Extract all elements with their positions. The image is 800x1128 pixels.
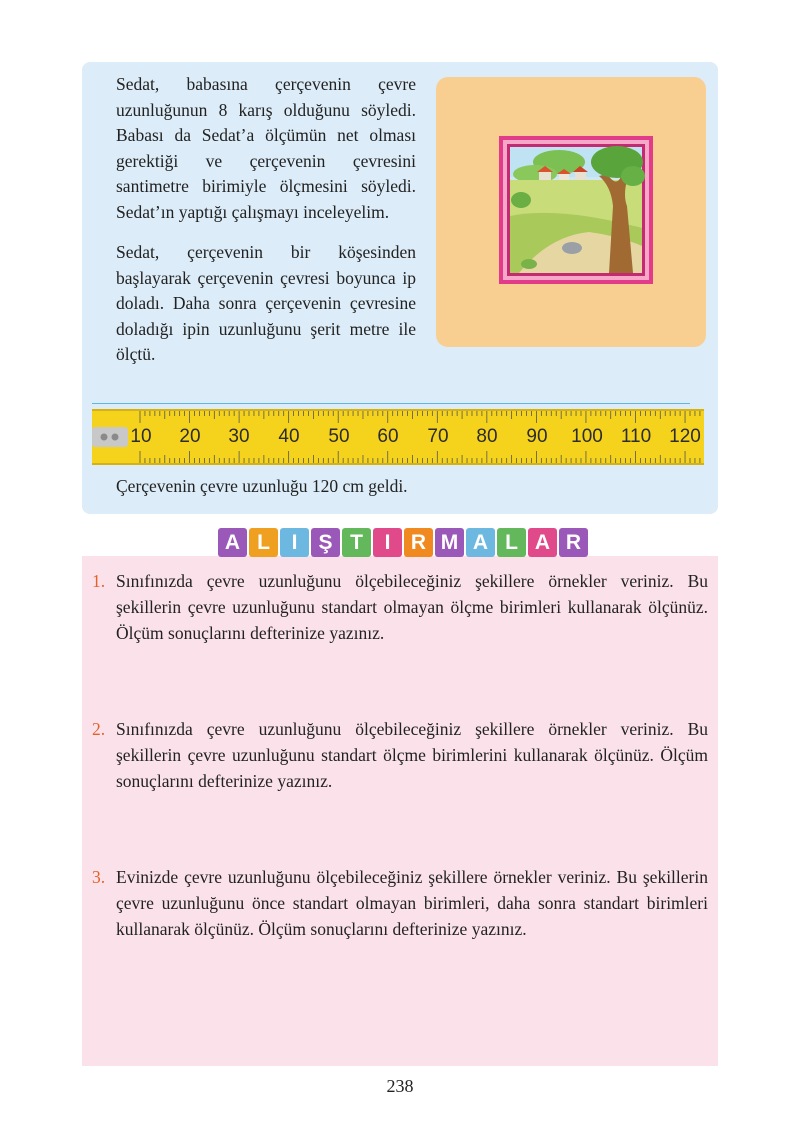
intro-paragraph-2: Sedat, çerçevenin bir köşesinden başlayarak çerçevenin çevresi boyunca ip doladı. Daha sonra çerçevenin çevresine doladığı ipin uzunluğunu şerit metre ile ölçtü. [116, 242, 416, 364]
tape-number: 110 [620, 426, 652, 447]
tape-number: 120 [669, 426, 701, 447]
tape-number: 80 [476, 426, 498, 447]
exercise-item-3 [92, 864, 708, 942]
page-number: 238 [386, 1076, 414, 1096]
exercise-text: Sınıfınızda çevre uzunluğunu ölçebileceğiniz şekillere örnekler veriniz. Bu şekillerin çevre uzunluğunu standart ölçme birimlerini kullanarak ölçünüz. Ölçüm sonuçlarını defterinize yazınız. [116, 719, 708, 791]
exercise-item-1 [92, 568, 708, 646]
measurement-result: Çerçevenin çevre uzunluğu 120 cm geldi. [116, 476, 408, 496]
tape-number: 60 [377, 426, 399, 447]
exercise-number: 1. [92, 571, 106, 591]
title-tile: M [435, 528, 464, 557]
title-tile: A [466, 528, 495, 557]
intro-paragraph-1: Sedat, babasına çerçevenin çevre uzunluğunun 8 karış olduğunu söyledi. Babası da Sedat’a ölçümün net olması gerektiği ve çerçevenin çevresini santimetre birimiyle ölçmesini söyledi. Sedat’ın yaptığı çalışmayı inceleyelim. [116, 74, 416, 222]
tape-number: 30 [228, 426, 250, 447]
exercise-item-2 [92, 716, 708, 794]
title-tile: A [528, 528, 557, 557]
title-tile: R [404, 528, 433, 557]
exercise-number: 3. [92, 867, 106, 887]
tape-number: 10 [130, 426, 152, 447]
title-tile: A [218, 528, 247, 557]
title-tile: L [249, 528, 278, 557]
title-tile: T [342, 528, 371, 557]
title-tile: L [497, 528, 526, 557]
tape-number: 20 [179, 426, 201, 447]
section-divider [92, 403, 690, 404]
tape-number: 70 [427, 426, 449, 447]
exercises-title [218, 528, 590, 562]
tape-number: 40 [278, 426, 300, 447]
exercise-text: Sınıfınızda çevre uzunluğunu ölçebileceğiniz şekillere örnekler veriniz. Bu şekillerin çevre uzunluğunu standart olmayan ölçme birimleri kullanarak ölçünüz. Ölçüm sonuçlarını defterinize yazınız. [116, 571, 708, 643]
title-tile: I [280, 528, 309, 557]
exercise-text: Evinizde çevre uzunluğunu ölçebileceğiniz şekillere örnekler veriniz. Bu şekillerin çevre uzunluğunu önce standart olmayan birimleri, daha sonra standart birimleri kullanarak ölçünüz. Ölçüm sonuçlarını defterinize yazınız. [116, 867, 708, 939]
title-tile: I [373, 528, 402, 557]
framed-landscape-picture [499, 136, 653, 284]
tape-number: 100 [571, 426, 603, 447]
tape-number: 50 [328, 426, 350, 447]
tape-number: 90 [526, 426, 548, 447]
title-tile: R [559, 528, 588, 557]
title-tile: Ş [311, 528, 340, 557]
exercise-number: 2. [92, 719, 106, 739]
